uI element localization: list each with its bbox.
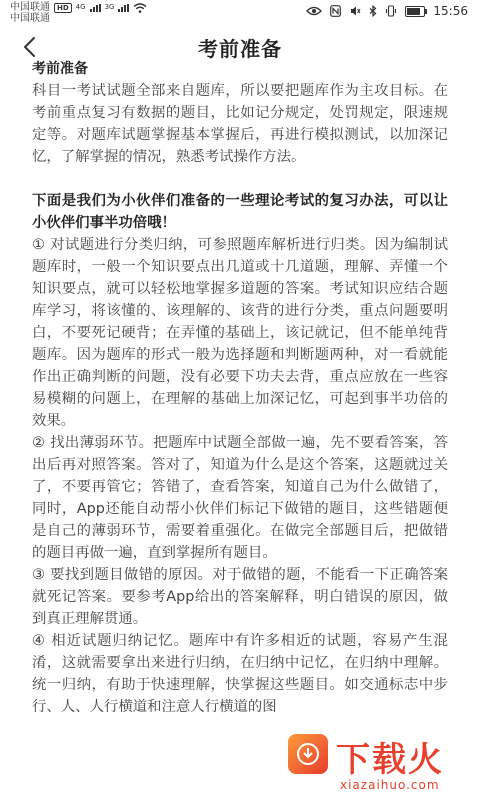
- status-time: 15:56: [433, 4, 468, 18]
- tip-1: ① 对试题进行分类归纳，可参照题库解析进行归类。因为编制试题库时，一般一个知识要点出几道或十几道题，理解、弄懂一个知识要点，就可以轻松地掌握多道题的答案。考试知识应结合题库学习，将该懂的、该理解的、该背的进行分类，重点问题要明白，不要死记硬背；在弄懂的基础上，该记就记，但不能单纯背题库。因为题库的形式一般为选择题和判断题两种，对一看就能作出正确判断的问题，没有必要下功夫去背，重点应放在一些容易模糊的问题上，在理解的基础上加深记忆，可起到事半功倍的效果。: [32, 237, 448, 429]
- watermark-text: 下载火: [336, 740, 444, 780]
- signal-2-icon: [118, 4, 129, 12]
- wifi-icon: [133, 3, 147, 13]
- hd-badge: HD: [54, 3, 72, 13]
- vibrate-icon: [385, 5, 397, 17]
- tip-4: ④ 相近试题归纳记忆。题库中有许多相近的试题，容易产生混淆，这就需要拿出来进行归纳，在归纳中记忆，在归纳中理解。统一归纳，有助于快速理解，快掌握这些题目。如交通标志中步行、人、人行横道和注意人行横道的图: [32, 633, 448, 715]
- network-1-label: 4G: [75, 3, 86, 11]
- mute-icon: [349, 5, 361, 17]
- section-title-cut: [32, 61, 448, 78]
- tip-2: ② 找出薄弱环节。把题库中试题全部做一遍，先不要看答案，答出后再对照答案。答对了，知道为什么是这个答案，这题就过关了，不要再管它；答错了，查看答案，知道自己为什么做错了，同时，App还能自动帮小伙伴们标记下做错的题目，这些错题便是自己的薄弱环节，需要着重强化。在做完全部题目后，把做错的题目再做一遍，直到掌握所有题目。: [32, 435, 448, 561]
- page-title: 考前准备: [198, 37, 282, 61]
- intro-paragraph: 科目一考试试题全部来自题库，所以要把题库作为主攻目标。在考前重点复习有数据的题目，比如记分规定，处罚规定，限速规定等。对题库试题掌握基本掌握后，再进行模拟测试，以加深记忆，了解掌握的情况，熟悉考试操作方法。: [32, 83, 448, 165]
- battery-icon: [405, 6, 425, 17]
- nfc-icon: [330, 5, 341, 17]
- carrier-2-label: 中国联通: [10, 13, 50, 24]
- status-bar: [0, 0, 480, 24]
- carrier-info: [10, 2, 147, 24]
- section-title-text: 考前准备: [32, 61, 88, 77]
- eye-icon: [306, 6, 322, 16]
- network-2-label: 3G: [104, 3, 115, 11]
- bluetooth-icon: [369, 5, 377, 17]
- status-icons: [306, 4, 468, 18]
- article-content[interactable]: [32, 61, 448, 800]
- signal-icon: [90, 4, 101, 12]
- carrier-1-label: 中国联通: [10, 2, 50, 13]
- watermark-url: xiazaihuo.com: [340, 778, 440, 792]
- tip-3: ③ 要找到题目做错的原因。对于做错的题，不能看一下正确答案就死记答案。要参考App给出的答案解释，明白错误的原因，做到真正理解贯通。: [32, 567, 448, 627]
- site-watermark: [280, 728, 480, 800]
- tips-heading: 下面是我们为小伙伴们准备的一些理论考试的复习办法，可以让小伙伴们事半功倍哦！: [32, 193, 448, 231]
- watermark-logo-icon: [288, 734, 328, 774]
